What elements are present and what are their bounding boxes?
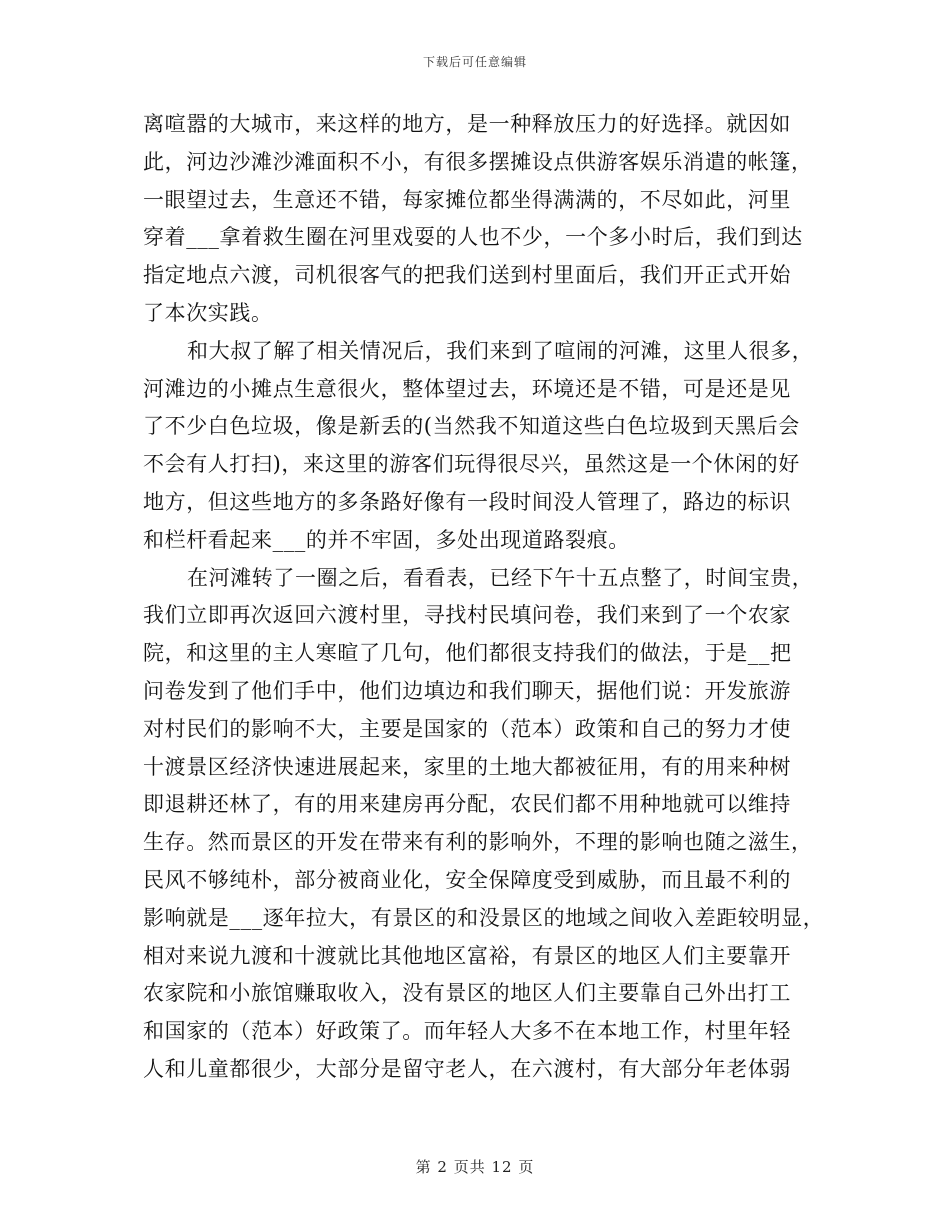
text-line: 在河滩转了一圈之后，看看表，已经下午十五点整了，时间宝贵， [187,565,814,590]
text-line: 一眼望过去，生意还不错，每家摊位都坐得满满的，不尽如此，河里 [143,187,791,212]
text-line: 不会有人打扫)，来这里的游客们玩得很尽兴，虽然这是一个休闲的好 [143,452,800,477]
text-line: 相对来说九渡和十渡就比其他地区富裕，有景区的地区人们主要靠开 [143,943,791,968]
text-line: 院，和这里的主人寒暄了几句，他们都很支持我们的做法，于是__把 [143,641,792,666]
text-line: 了不少白色垃圾，像是新丢的(当然我不知道这些白色垃圾到天黑后会 [143,414,800,439]
text-line: 对村民们的影响不大，主要是国家的（范本）政策和自己的努力才使 [143,716,791,741]
text-line: 影响就是___逐年拉大，有景区的和没景区的地域之间收入差距较明显， [143,905,825,930]
text-line: 穿着___拿着救生圈在河里戏耍的人也不少，一个多小时后，我们到达 [143,225,803,250]
text-line: 即退耕还林了，有的用来建房再分配，农民们都不用种地就可以维持 [143,792,791,817]
text-line: 河滩边的小摊点生意很火，整体望过去，环境还是不错，可是还是见 [143,376,791,401]
text-line: 十渡景区经济快速进展起来，家里的土地大都被征用，有的用来种树 [143,754,791,779]
text-line: 民风不够纯朴，部分被商业化，安全保障度受到威胁，而且最不利的 [143,867,791,892]
text-line: 地方，但这些地方的多条路好像有一段时间没人管理了，路边的标识 [143,489,791,514]
text-line: 农家院和小旅馆赚取收入，没有景区的地区人们主要靠自己外出打工 [143,981,791,1006]
text-line: 和栏杆看起来___的并不牢固，多处出现道路裂痕。 [143,527,630,552]
text-line: 离喧嚣的大城市，来这样的地方，是一种释放压力的好选择。就因如 [143,112,791,136]
text-line: 此，河边沙滩沙滩面积不小，有很多摆摊设点供游客娱乐消遣的帐篷， [143,149,813,174]
paragraph [143,333,823,560]
text-line: 了本次实践。 [143,300,273,325]
text-line: 指定地点六渡，司机很客气的把我们送到村里面后，我们开正式开始 [143,263,791,288]
text-line: 人和儿童都很少，大部分是留守老人，在六渡村，有大部分年老体弱 [143,1056,791,1081]
text-line: 和大叔了解了相关情况后，我们来到了喧闹的河滩，这里人很多， [187,338,814,363]
text-line: 问卷发到了他们手中，他们边填边和我们聊天，据他们说：开发旅游 [143,678,791,703]
page-number: 第 2 页共 12 页 [415,1158,535,1176]
text-line: 生存。然而景区的开发在带来有利的影响外，不理的影响也随之滋生， [143,830,813,855]
text-line: 我们立即再次返回六渡村里，寻找村民填问卷，我们来到了一个农家 [143,603,791,628]
text-line: 和国家的（范本）好政策了。而年轻人大多不在本地工作，村里年轻 [143,1019,791,1044]
paragraph [143,106,823,333]
page-header: 下载后可任意编辑 [422,55,527,69]
document-body [143,106,823,1089]
paragraph [143,560,823,1089]
